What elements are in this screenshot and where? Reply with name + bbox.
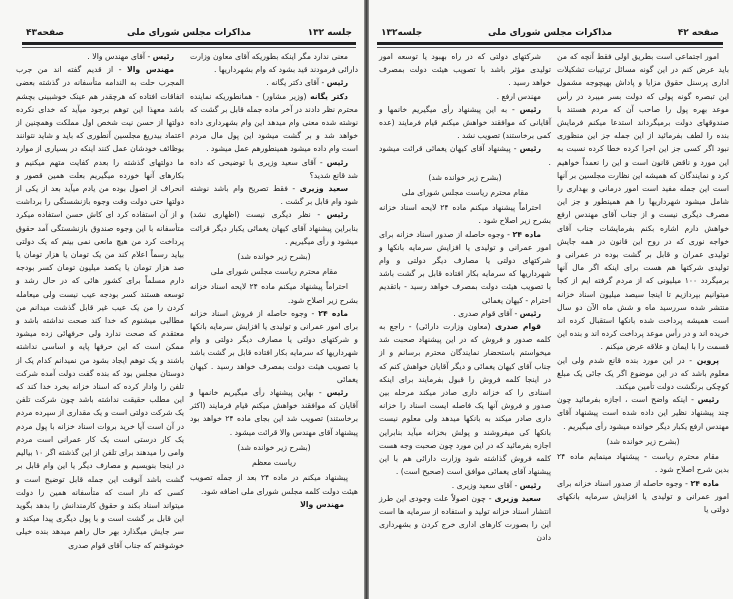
paragraph: مهندس ارفع . bbox=[496, 91, 541, 101]
speaker-name: پروین bbox=[696, 355, 719, 365]
speech-text: - آقای سعید وزیری . bbox=[451, 480, 520, 490]
paragraph: احتراماً پیشنهاد میکنم ماده ۲۴ لایحه اسناد خزانه بشرح زیر اصلاح شود . bbox=[379, 203, 551, 226]
page-43 bbox=[0, 0, 364, 599]
publication-title: مذاکرات مجلس شورای ملی bbox=[126, 28, 252, 38]
page-header bbox=[377, 28, 723, 45]
speaker-name: ماده ۲۴ bbox=[318, 308, 348, 318]
speaker-paragraph bbox=[379, 320, 551, 478]
speaker-paragraph bbox=[190, 208, 358, 248]
centered-line: مقام محترم ریاست مجلس شورای ملی bbox=[210, 267, 338, 277]
paragraph: احتراماً پیشنهاد میکنم ماده ۲۴ لایحه اسناد خزانه بشرح زیر اصلاح شود. bbox=[190, 282, 358, 305]
speaker-paragraph bbox=[557, 393, 729, 433]
speaker-paragraph bbox=[379, 103, 551, 143]
speech-text: - آقای مهندس والا . bbox=[87, 52, 153, 61]
text-column-left bbox=[379, 50, 551, 545]
paragraph: شرکتهای دولتی که در راه بهبود یا توسعه امور تولیدی مؤثر باشد با تصویب هیئت دولت بمصرف خواهد رسید . bbox=[379, 52, 551, 88]
paragraph: مقام محترم ریاست - پیشنهاد مینمایم ماده ۲۴ بدین شرح اصلاح شود . bbox=[557, 452, 729, 475]
speaker-name: رئیس bbox=[326, 388, 348, 398]
speech-text: - از قدیم گفته اند من جرب المجرب حلت به الندامه متأسفانه در گذشته بعضی اتفاقات افتاده که هرچقدر هم عینک خوشبینی بچشم باشد معهذا این توهم برجود میآید که خدای نکرده دولتها از حسن نیت شخص اول مملکت وهمچنین از اعتماد بیدریغ مجلسین آنطوری که باید و شاید نتوانند بوظائف خودشان عمل کنند اینکه در بسیاری از موارد ما دولتهای گذشته را بعدم کفایت متهم میکنیم و بکارهای آنها خورده میگیریم بعلت همین قصور و انحراف از اصول بوده من یادم میآید بعد از یکی از دولتها حتی دولت وقت وجوه بازنشستگی را برداشت و از آن استفاده کرد ای کاش حسن استفاده میکرد متأسفانه با این وجوه صندوق بازنشستگی آمد حقوق پرداخت کرد من هیچ مانعی نمی بینم که یک دولتی بیاید رسماً اعلام کند من یک تومان یا هزار تومان یا صد هزار تومان یا یکصد میلیون تومان کسر بودجه دارم مسلماً برای کشور هائی که در حال رشد و توسعه هستند کسر بودجه عیب نیست ولی میعامله کردن را من یک عیب غیر قابل گذشت میدانم من مطالبی میشنوم که خدا کند صحت نداشته باشد و معتقدم که صحت ندارد ولی حرفهائی زده میشود ممکن است که این حرفها پایه و اساسی نداشته باشند و یک توهم ایجاد بشود من نمیدانم کدام یک از دوستان مجلس بود که بنده گفت دولت آمده شرکت تلفن را وادار کرده که اسناد خزانه بخرد خدا کند که این مطلب حقیقت نداشته باشد چون شرکت تلفن یک شرکت دولتی است و یک مقداری از سپرده مردم در آن است آیا خرید بروات اسناد خزانه با پول مردم یک کار درستی است یک کار عمرانی است مردم وامی را میدهند برای تلفن از این گذشته اگر ۱۰ بیالیم در اینجا بنویسیم و مصارف دیگر یا این وام قابل بر گشت باشد آنوقت این جمله قابل توضیح است و کسی که دار است که متأسفانه همین را دولت میتواند اسناد بکند و حقوق کارمندانش را بدهد بگوید این قابل بر گشت است و با پول دیگری پیدا میکند و سر جایش میگذارد بهر حال راهم میدهد بنده خیلی خوشوقتم که جناب آقای قوام صدری bbox=[16, 65, 184, 550]
text-column-right bbox=[557, 50, 729, 516]
speaker-paragraph bbox=[190, 90, 358, 156]
speaker-name: دکتر یگانه bbox=[310, 91, 349, 101]
page-header bbox=[22, 28, 356, 45]
speech-text: - به این پیشنهاد رأی میگیریم خانمها و آقایانی که موافقند خواهش میکنم قیام فرمایند (عده کمی برخاستند) تصویب نشد . bbox=[379, 104, 551, 141]
speech-text: - در این مورد بنده قانع شدم ولی این معلوم باشد که در این موضوع اگر یک جائی یک مبلغ کوچکی برنگشت دولت تأمین میکند. bbox=[557, 355, 729, 392]
speaker-name: رئیس bbox=[519, 480, 541, 490]
speech-text: - آقای سعید وزیری با توضیحی که داده شد قانع شدید؟ bbox=[190, 157, 358, 180]
paragraph: پیشنهاد میکنم در ماده ۲۴ بعد از جمله تصویب هیئت دولت کلمه مجلس شورای ملی اضافه شود. bbox=[190, 473, 358, 496]
speech-text: - فقط تصریح وام باشد نوشته شود وام قابل بر گشت . bbox=[190, 184, 358, 207]
speaker-name: رئیس bbox=[326, 157, 348, 167]
speaker-name: رئیس bbox=[326, 78, 348, 88]
centered-line: (بشرح زیر خوانده شد) bbox=[606, 436, 680, 446]
centered-line: ریاست معظم bbox=[252, 458, 296, 468]
speaker-name: قوام صدری bbox=[494, 322, 542, 332]
speaker-paragraph bbox=[557, 354, 729, 394]
speaker-name: ماده ۲۴ bbox=[512, 229, 541, 239]
speaker-paragraph bbox=[379, 492, 551, 545]
speaker-paragraph bbox=[379, 228, 551, 307]
speech-text: - پیشنهاد آقای کیهان یغمائی قرائت میشود . bbox=[379, 144, 551, 167]
speech-text: - اینکه واضح است ، اجازه بفرمائید چون چند پیشنهاد نظیر این داده شده است پیشنهاد آقای مهندس ارفع یکبار دیگر خوانده میشود رأی میگیریم . bbox=[557, 395, 729, 431]
speaker-name: رئیس bbox=[152, 52, 174, 61]
speaker-name: رئیس bbox=[519, 308, 541, 318]
speaker-name: ماده ۲۴ bbox=[690, 478, 719, 488]
speaker-paragraph bbox=[379, 479, 551, 492]
page-number: صفحه۴۳ bbox=[26, 28, 65, 38]
speaker-paragraph bbox=[190, 156, 358, 182]
speaker-name: سعید وزیری bbox=[299, 184, 348, 194]
speaker-paragraph bbox=[16, 50, 184, 63]
page-number: صفحه ۴۲ bbox=[677, 28, 719, 38]
speech-text: - وجوه حاصله از فروش اسناد خزانه برای امور عمرانی و تولیدی یا افزایش سرمایه بانکها و شرکتهای دولتی یا مصارف دیگر دولتی و وام شهرداریها که سرمایه بکار افتاده قابل بر گشت باشد با تصویب هیئت دولت بمصرف خواهد رسید . کیهان یغمائی bbox=[190, 308, 358, 384]
speaker-name: سعید وزیری bbox=[494, 493, 541, 503]
speaker-paragraph bbox=[16, 63, 184, 552]
text-column-left bbox=[16, 50, 184, 552]
speech-text: - آقای دکتر یگانه . bbox=[266, 78, 327, 88]
speaker-name: رئیس bbox=[697, 395, 719, 405]
session-number: جلسه ۱۳۲ bbox=[307, 28, 352, 38]
speaker-name: رئیس bbox=[519, 144, 541, 154]
speech-text: - بهاین پیشنهاد رأی میگیریم خانمها و آقایان که موافقند خواهش میکنم قیام فرمایند (اکثر برخاستند) تصویب شد این بجای ماده ۲۴ خواهد بود پیشنهاد آقای مهندس والا قرائت میشود . bbox=[190, 388, 358, 437]
speaker-paragraph bbox=[190, 182, 358, 208]
speaker-paragraph bbox=[190, 76, 358, 89]
signature-line: مهندس والا bbox=[300, 499, 344, 509]
centered-line: (بشرح زیر خوانده شد) bbox=[237, 442, 311, 452]
speaker-paragraph bbox=[190, 386, 358, 439]
speaker-paragraph bbox=[557, 477, 729, 517]
centered-line: مقام محترم ریاست مجلس شورای ملی bbox=[401, 188, 529, 198]
speaker-paragraph bbox=[379, 142, 551, 168]
text-column-right bbox=[190, 50, 358, 511]
speaker-paragraph bbox=[379, 307, 551, 320]
page-42 bbox=[369, 0, 733, 599]
speaker-name: رئیس bbox=[326, 210, 348, 220]
centered-line: (بشرح زیر خوانده شد) bbox=[428, 172, 502, 182]
publication-title: مذاکرات مجلس شورای ملی bbox=[487, 28, 613, 38]
speaker-name: مهندس والا bbox=[127, 65, 174, 75]
session-number: جلسه۱۳۲ bbox=[381, 28, 423, 38]
speech-text: - آقای قوام صدری . bbox=[453, 308, 520, 318]
paragraph: معنی ندارد مگر اینکه بطوریکه آقای معاون وزارت دارائی فرمودند قید بشود که وام بشهرداریها . bbox=[190, 52, 358, 75]
speech-text: - وجوه حاصله از صدور اسناد خزانه برای امور عمرانی و تولیدی یا افزایش سرمایه بانکها و شرکتهای دولتی یا مصارف دیگر دولتی و وام شهرداریها که سرمایه بکار افتاده قابل بر گشت باشد با تصویب هیئت دولت بمصرف خواهد رسید - باتقدیم احترام - کیهان یغمائی bbox=[379, 229, 551, 305]
centered-line: (بشرح زیر خوانده شد) bbox=[237, 252, 311, 262]
speaker-name: رئیس bbox=[519, 104, 541, 114]
speech-text: - نظر دیگری نیست (اظهاری نشد) بنابراین پیشنهاد آقای کیهان یغمائی یکبار دیگر قرائت میشود و رأی میگیریم . bbox=[190, 210, 358, 246]
paragraph: امور اجتماعی است بطریق اولی فقط آنچه که من باید عرض کنم در این گونه مسائل ترتیبات تشکیلات اداری پرسنل حقوق مزایا و پاداش بهیچوجه مشمول این تبصره گونه پولی که دولت بسر میبرد در رأس موعد بهره پول را صاحب آن که مردم هستند با صندوقهای دولت برمیگرداند استدعا میکنم فرمایش بنده را لطف بفرمائید از این جمله جز این منظوری نبود اگر کسی جز این اجرا کرده خطا کرده نسبت به این مورد و ناقض قانون است و این را نعمداً خواهیم کرد و نمایندگان که همیشه این نظارت مجلسین بر آنها است این جمله مفید است امور درمانی و بهداری را شامل میشود شهرداریها را هم همینطور و جز این مصرف دیگری نیست و از جناب آقای مهندس ارفع خواهش دارم اشاره بکنم بفرمایشات جناب آقای خواجه نوری که در روح این قانون در همه جایش تولیدی عمران و قابل بر گشت بوده در عمرانی و تولیدی شرکتها هم هست برای اینکه اگر مال آنها برمیگردد ۱۰۰ میلیونی که از مردم گرفته ایم از کجا میتوانیم بپردازیم تا اینجا سیصد میلیون اسناد خزانه منتشر شده سررسید ماه و شش ماه الآن دو سال است همیشه پرداخت شده بانکها استقبال کرده اند خریده اند و در رأس موعد پرداخت کرده اند و بنده این قسمت را با ایمان و علاقه عرض میکنم . bbox=[557, 52, 729, 352]
speech-text: - چون اصولاً علت وجودی این طرز انتشار اسناد خزانه تولید و استفاده از سرمایه ها است این را بصورت کارهای اداری خرج کردن و بشهرداری دادن bbox=[379, 493, 551, 543]
speech-text: (وزیر مشاور) - همانطوریکه نماینده محترم نظر دادند در آخر ماده جمله قابل بر گشت که نوشته شده معنی وام میدهد این وام بشهرداری داده خواهد شد و بر گشت میشود این پول مال مردم است وام داده میشود همینطورهم عمل میشود . bbox=[190, 91, 358, 154]
speech-text: - وجوه حاصله از صدور اسناد خزانه برای امور عمرانی و تولیدی یا افزایش سرمایه بانکهای دولتی یا bbox=[557, 478, 729, 514]
speaker-paragraph bbox=[190, 307, 358, 386]
speech-text: (معاون وزارت دارائی) - راجع به کلمه صدور و فروش که در این پیشنهاد صحبت شد میخواستم باستحضار نمایندگان محترم برسانم و از جناب آقای کیهان یغمائی و دیگر آقایان خواهش کنم که در اینجا کلمه فروش را قبول بفرمایند برای اینکه اسنادی را که خزانه داری صادر میکند مرحله بین صدور و فروش آنها یک فاصله ایست اسناد را خزانه داری صادر میکند به بانکها میدهد ولی معلوم نیست بانکها کی میفروشند و پولش بخزانه میآید بنابراین اجازه بفرمائید که در این مورد چون صحبت وجه هست کلمه فروش گذاشته شود وزارت دارائی هم با این پیشنهاد آقای یغمائی موافق است (صحیح است) . bbox=[379, 322, 551, 477]
